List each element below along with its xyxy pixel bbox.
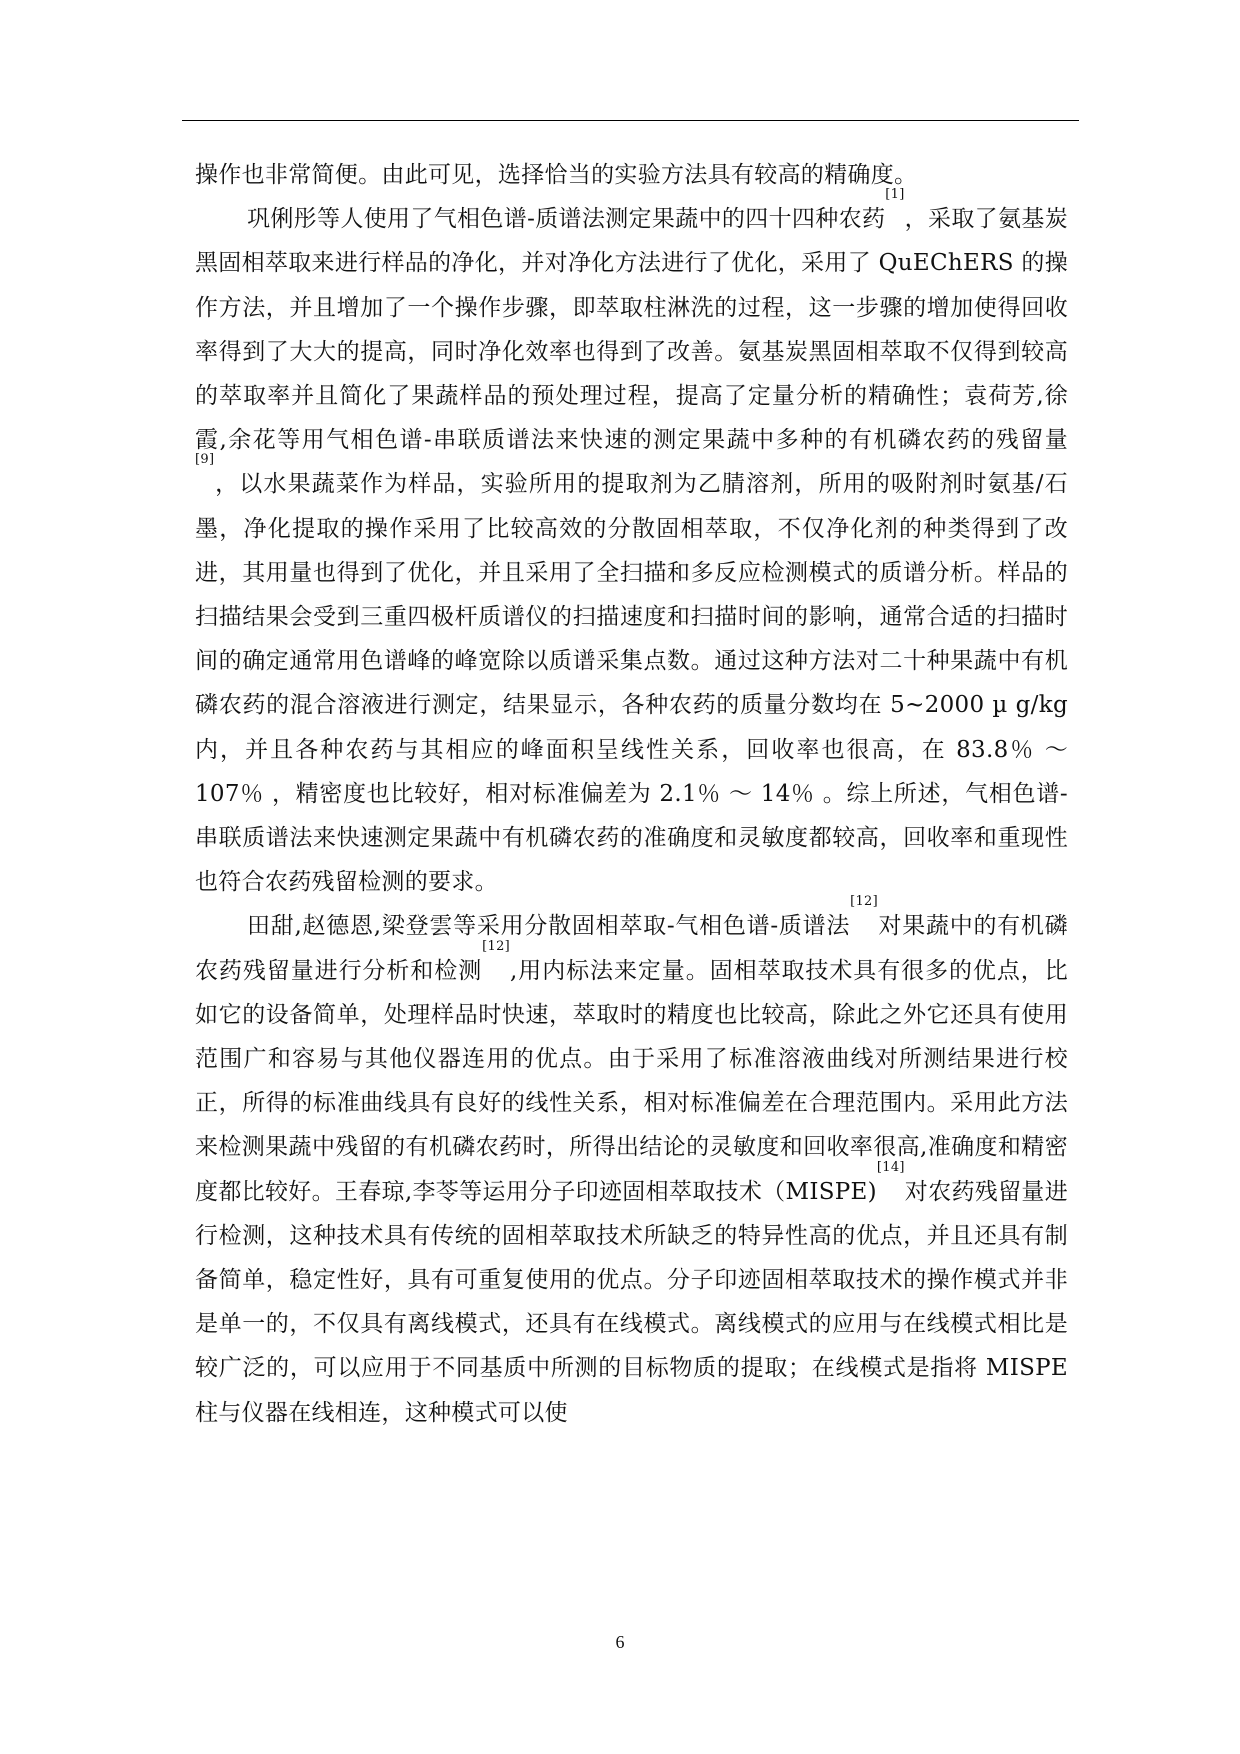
header-rule	[182, 120, 1079, 121]
citation-ref: [12]	[850, 894, 878, 910]
citation-ref: [1]	[885, 187, 905, 203]
text-run: 对果蔬中的有机磷农药残留量进行分析和检测	[195, 913, 1068, 984]
paragraph	[195, 894, 1068, 1434]
text-run: 巩俐彤等人使用了气相色谱-质谱法测定果蔬中的四十四种农药	[247, 206, 886, 233]
paragraph	[195, 153, 1068, 197]
page-number: 6	[615, 1632, 625, 1652]
text-run: 对农药残留量进行检测，这种技术具有传统的固相萃取技术所缺乏的特异性高的优点，并且还具有制备简单，稳定性好，具有可重复使用的优点。分子印迹固相萃取技术的操作模式并非是单一的，不仅具有离线模式，还具有在线模式。离线模式的应用与在线模式相比是较广泛的，可以应用于不同基质中所测的目标物质的提取；在线模式是指将 MISPE 柱与仪器在线相连，这种模式可以使	[195, 1178, 1068, 1426]
body-text	[195, 153, 1068, 1435]
text-run: ，以水果蔬菜作为样品，实验所用的提取剂为乙腈溶剂，所用的吸附剂时氨基/石墨，净化提取的操作采用了比较高效的分散固相萃取，不仅净化剂的种类得到了改进，其用量也得到了优化，并且采用了全扫描和多反应检测模式的质谱分析。样品的扫描结果会受到三重四极杆质谱仪的扫描速度和扫描时间的影响，通常合适的扫描时间的确定通常用色谱峰的峰宽除以质谱采集点数。通过这种方法对二十种果蔬中有机磷农药的混合溶液进行测定，结果显示，各种农药的质量分数均在 5~2000 µ g/kg 内，并且各种农药与其相应的峰面积呈线性关系，回收率也很高，在 83.8％ ～ 107％ ，精密度也比较好，相对标准偏差为 2.1％ ～ 14％ 。综上所述，气相色谱-串联质谱法来快速测定果蔬中有机磷农药的准确度和灵敏度都较高，回收率和重现性也符合农药残留检测的要求。	[195, 471, 1068, 896]
citation-ref: [9]	[195, 452, 215, 468]
text-run: 操作也非常简便。由此可见，选择恰当的实验方法具有较高的精确度。	[195, 162, 918, 188]
text-run: ，采取了氨基炭黑固相萃取来进行样品的净化，并对净化方法进行了优化，采用了 QuEChERS 的操作方法，并且增加了一个操作步骤，即萃取柱淋洗的过程，这一步骤的增加使得回收率得到了大大的提高，同时净化效率也得到了改善。氨基炭黑固相萃取不仅得到较高的萃取率并且简化了果蔬样品的预处理过程，提高了定量分析的精确性；袁荷芳,徐霞,余花等用气相色谱-串联质谱法来快速的测定果蔬中多种的有机磷农药的残留量	[195, 206, 1069, 454]
citation-ref: [12]	[482, 938, 511, 954]
text-run: ,用内标法来定量。固相萃取技术具有很多的优点，比如它的设备简单，处理样品时快速，萃取时的精度也比较高，除此之外它还具有使用范围广和容易与其他仪器连用的优点。由于采用了标准溶液曲线对所测结果进行校正，所得的标准曲线具有良好的线性关系，相对标准偏差在合理范围内。采用此方法来检测果蔬中残留的有机磷农药时，所得出结论的灵敏度和回收率很高,准确度和精密度都比较好。王春琼,李苓等运用分子印迹固相萃取技术（MISPE)	[195, 957, 1068, 1205]
text-run: 田甜,赵德恩,梁登雲等采用分散固相萃取-气相色谱-质谱法	[247, 913, 851, 940]
paragraph	[195, 187, 1069, 904]
citation-ref: [14]	[876, 1159, 905, 1175]
